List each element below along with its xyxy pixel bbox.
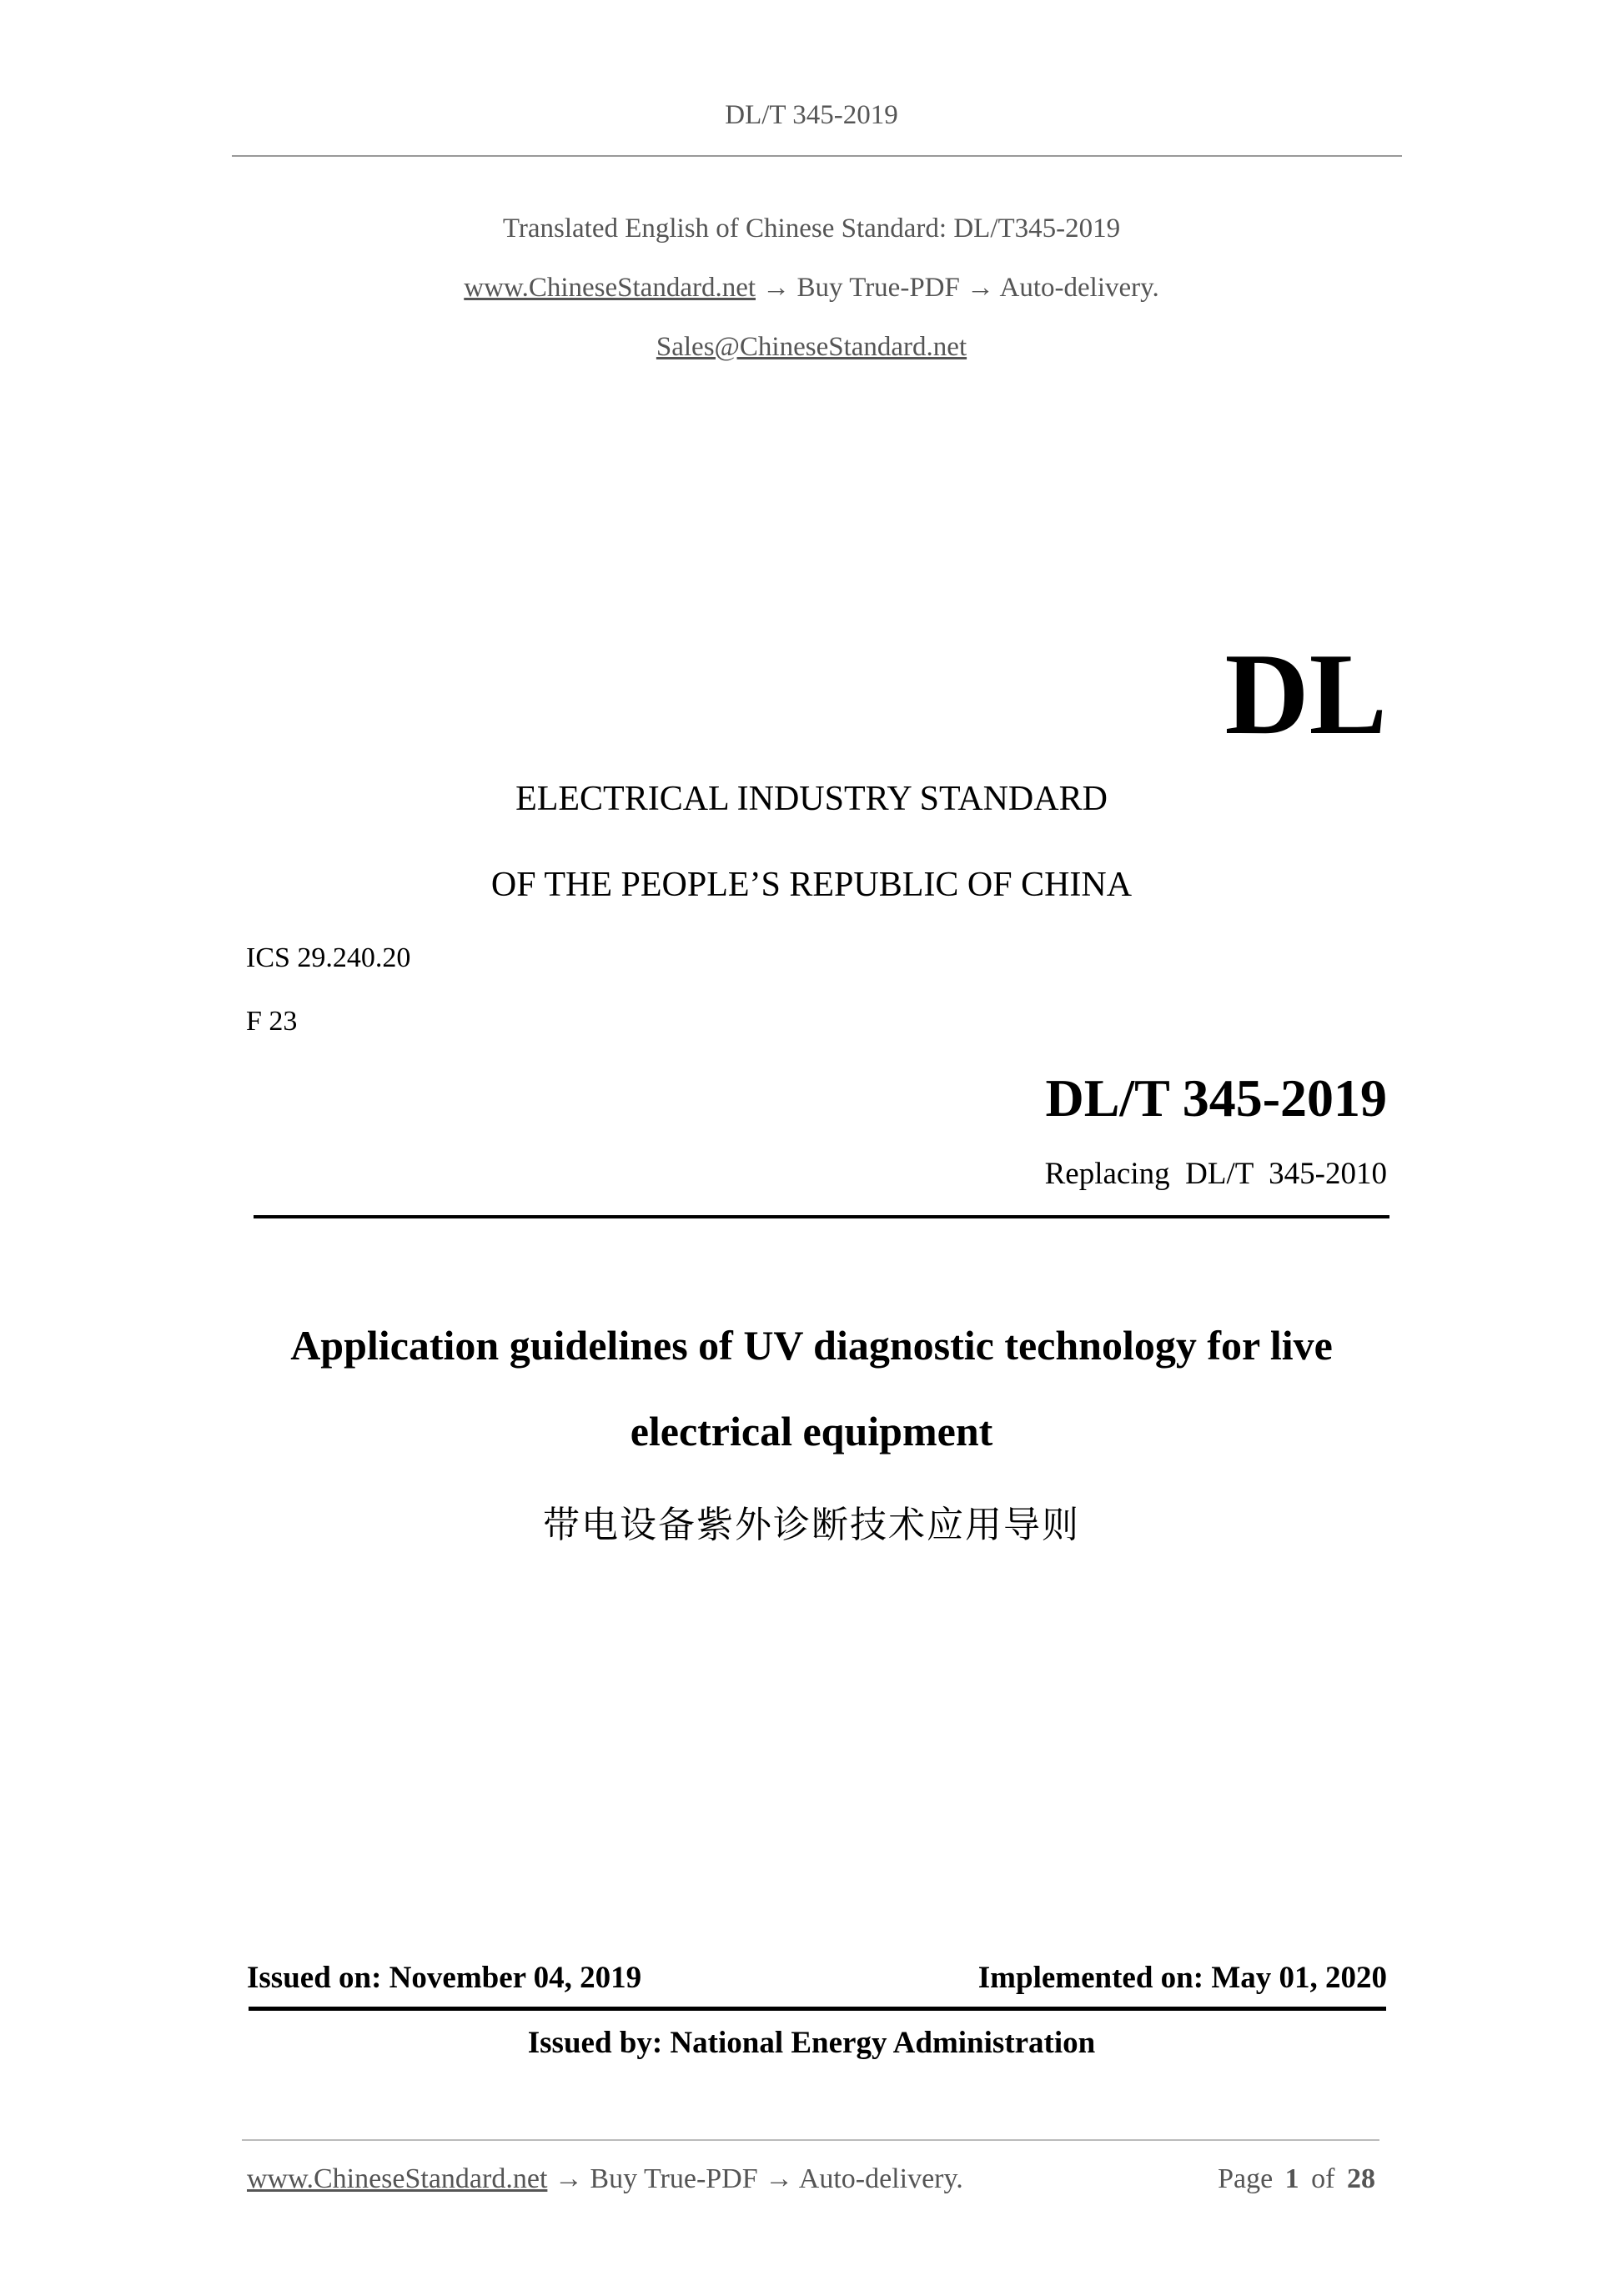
arrow-icon: → bbox=[554, 2163, 583, 2194]
footer-buy-text: Buy True-PDF bbox=[590, 2163, 758, 2194]
email-link[interactable]: Sales@ChineseStandard.net bbox=[656, 332, 967, 362]
footer-links bbox=[247, 2163, 963, 2195]
standard-logo: DL bbox=[1224, 630, 1387, 759]
ics-code: ICS 29.240.20 bbox=[246, 942, 411, 973]
page-current: 1 bbox=[1284, 2163, 1299, 2194]
number-divider bbox=[254, 1215, 1389, 1218]
footer-delivery-text: Auto-delivery. bbox=[798, 2163, 963, 2194]
promo-title: Translated English of Chinese Standard: DL/T345-2019 bbox=[502, 214, 1121, 244]
industry-line-2: OF THE PEOPLE’S REPUBLIC OF CHINA bbox=[490, 866, 1133, 904]
footer-site-link[interactable]: www.ChineseStandard.net bbox=[247, 2163, 548, 2194]
industry-line-1: ELECTRICAL INDUSTRY STANDARD bbox=[515, 780, 1108, 818]
title-line-1: Application guidelines of UV diagnostic technology for live bbox=[290, 1322, 1333, 1369]
issued-by: Issued by: National Energy Administration bbox=[527, 2026, 1096, 2060]
page-total: 28 bbox=[1347, 2163, 1375, 2194]
standard-number: DL/T 345-2019 bbox=[1045, 1068, 1387, 1128]
arrow-icon: → bbox=[762, 273, 791, 303]
header-divider bbox=[232, 155, 1402, 157]
dates-divider bbox=[249, 2007, 1386, 2011]
site-link[interactable]: www.ChineseStandard.net bbox=[464, 273, 756, 303]
buy-text: Buy True-PDF bbox=[796, 273, 960, 303]
implemented-on: Implemented on: May 01, 2020 bbox=[977, 1961, 1387, 1995]
promo-email-row bbox=[0, 332, 1623, 363]
replacing-note: Replacing DL/T 345-2010 bbox=[1044, 1157, 1387, 1191]
ccs-code: F 23 bbox=[246, 1006, 298, 1037]
arrow-icon: → bbox=[765, 2163, 794, 2194]
page-indicator bbox=[1218, 2163, 1375, 2195]
arrow-icon: → bbox=[967, 273, 995, 303]
issued-on: Issued on: November 04, 2019 bbox=[247, 1961, 642, 1995]
title-chinese: 带电设备紫外诊断技术应用导则 bbox=[543, 1505, 1080, 1545]
title-line-2: electrical equipment bbox=[630, 1408, 993, 1454]
page-label: Page bbox=[1218, 2163, 1274, 2194]
page-of: of bbox=[1311, 2163, 1335, 2194]
delivery-text: Auto-delivery. bbox=[999, 273, 1159, 303]
footer-divider bbox=[242, 2139, 1379, 2141]
running-header: DL/T 345-2019 bbox=[725, 100, 898, 130]
promo-links bbox=[0, 273, 1623, 304]
